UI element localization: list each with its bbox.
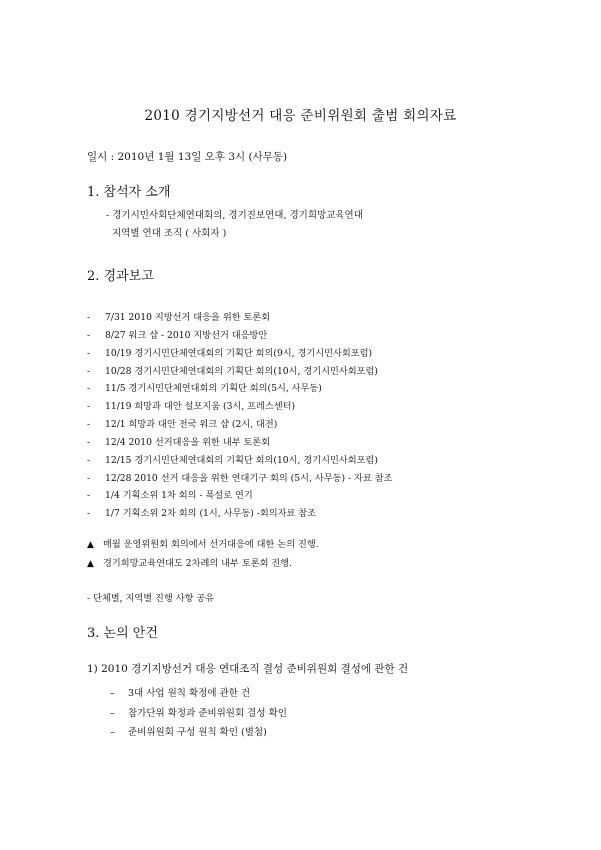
- progress-item: - 8/27 워크 샵 - 2010 지방선거 대응방안: [87, 330, 268, 341]
- progress-item: - 10/28 경기시민단체연대회의 기획단 회의(10시, 경기시민사회포럼): [87, 366, 378, 377]
- meeting-info: 일시 : 2010년 1월 13일 오후 3시 (사무동): [87, 151, 288, 163]
- progress-item: - 12/4 2010 선거대응을 위한 내부 토론회: [87, 437, 271, 448]
- agenda-item: 1) 2010 경기지방선거 대응 연대조직 결성 준비위원회 결성에 관한 건: [87, 663, 409, 675]
- note-item: ▲ 매월 운영위원회 회의에서 선거대응에 대한 논의 진행.: [87, 539, 319, 550]
- agenda-subitem: – 참가단위 확정과 준비위원회 결성 확인: [110, 708, 287, 719]
- section-3-heading: 3. 논의 안건: [87, 626, 158, 641]
- triangle-bullet-icon: ▲: [87, 540, 94, 550]
- progress-item: - 7/31 2010 지방선거 대응을 위한 토론회: [87, 312, 271, 323]
- section-1-line-1: - 경기시민사회단체연대회의, 경기진보연대, 경기희망교육연대: [106, 210, 363, 221]
- progress-item: - 1/4 기획소위 1차 회의 - 폭설로 연기: [87, 490, 253, 501]
- progress-item: - 12/1 희망과 대안 전국 워크 샵 (2시, 대전): [87, 419, 278, 430]
- section-1-heading: 1. 참석자 소개: [87, 185, 171, 200]
- agenda-subitem: – 준비위원회 구성 원칙 확인 (별첨): [110, 727, 267, 738]
- triangle-bullet-icon: ▲: [87, 559, 94, 569]
- document-title: 2010 경기지방선거 대응 준비위원회 출범 회의자료: [144, 108, 457, 124]
- progress-item: - 12/28 2010 선거 대응을 위한 연대기구 회의 (5시, 사무동) - 자료 참조: [87, 473, 393, 484]
- progress-item: - 12/15 경기시민단체연대회의 기획단 회의(10시, 경기시민사회포럼): [87, 455, 378, 466]
- progress-item: - 1/7 기획소위 2차 회의 (1시, 사무동) -회의자료 참조: [87, 508, 316, 519]
- section-1-line-2: 지역별 연대 조직 ( 사회자 ): [112, 228, 227, 239]
- agenda-subitem: – 3대 사업 원칙 확정에 관한 건: [110, 688, 251, 699]
- section-2-heading: 2. 경과보고: [87, 269, 154, 284]
- share-line: - 단체별, 지역별 진행 사항 공유: [87, 593, 215, 604]
- progress-item: - 11/19 희망과 대안 설포지움 (3시, 프레스센터): [87, 401, 296, 412]
- note-item: ▲ 경기희망교육연대도 2차례의 내부 토론회 진행.: [87, 558, 293, 569]
- progress-item: - 11/5 경기시민단체연대회의 기획단 회의(5시, 사무동): [87, 383, 322, 394]
- progress-item: - 10/19 경기시민단체연대회의 기획단 회의(9시, 경기시민사회포럼): [87, 348, 373, 359]
